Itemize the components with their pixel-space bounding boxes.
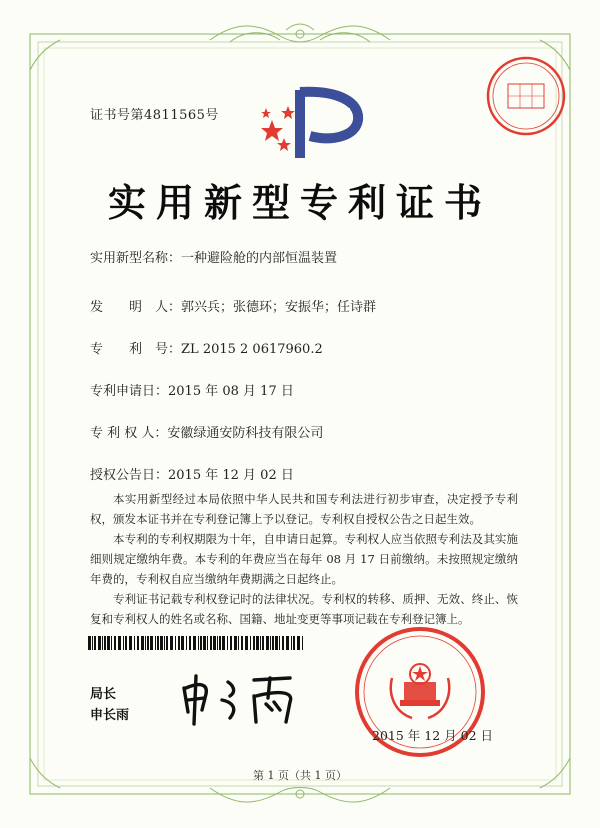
barcode-bar: [155, 636, 156, 650]
field-value: 郭兴兵；张德环；安振华；任诗群: [181, 300, 377, 315]
barcode-bar: [230, 636, 232, 650]
barcode: [88, 636, 306, 650]
barcode-bar: [270, 636, 271, 650]
barcode-bar: [107, 636, 110, 650]
barcode-bar: [234, 636, 237, 650]
barcode-bar: [160, 636, 163, 650]
barcode-bar: [291, 636, 292, 650]
field-application-date: [90, 380, 294, 399]
barcode-bar: [219, 636, 221, 650]
barcode-bar: [145, 636, 146, 650]
barcode-bar: [114, 636, 116, 650]
barcode-bar: [94, 636, 96, 650]
barcode-bar: [241, 636, 243, 650]
field-label: 发 明 人：: [90, 300, 182, 315]
barcode-bar: [260, 636, 261, 650]
body-paragraph: 专利证书记载专利权登记时的法律状况。专利权的转移、质押、无效、终止、恢复和专利权人的姓名或名称、国籍、地址变更等事项记载在专利登记簿上。: [90, 592, 518, 626]
barcode-bar: [256, 636, 259, 650]
field-value: ZL 2015 2 0617960.2: [181, 342, 323, 357]
barcode-bar: [297, 636, 300, 650]
barcode-bar: [170, 636, 173, 650]
barcode-bar: [262, 636, 264, 650]
barcode-bar: [213, 636, 216, 650]
barcode-bar: [186, 636, 187, 650]
seal-date: 2015 年 12 月 02 日: [372, 728, 493, 743]
barcode-bar: [147, 636, 149, 650]
barcode-bar: [266, 636, 269, 650]
barcode-bar: [98, 636, 101, 650]
field-value: 安徽绿通安防科技有限公司: [167, 426, 324, 441]
barcode-bar: [118, 636, 121, 650]
barcode-bar: [129, 636, 132, 650]
barcode-bar: [92, 636, 93, 650]
signatory-name: 申长雨: [90, 708, 130, 723]
tax-stamp-icon: [484, 54, 568, 138]
field-label: 授权公告日：: [90, 468, 169, 483]
barcode-bar: [125, 636, 127, 650]
handwritten-signature: [170, 668, 330, 728]
field-label: 实用新型名称：: [90, 251, 182, 266]
barcode-bar: [123, 636, 124, 650]
barcode-bar: [157, 636, 159, 650]
barcode-bar: [164, 636, 165, 650]
barcode-bar: [134, 636, 135, 650]
signatory-role: 局长: [90, 687, 117, 702]
body-paragraph: 本实用新型经过本局依照中华人民共和国专利法进行初步审查，决定授予专利权，颁发本证书并在专利登记簿上予以登记。专利权自授权公告之日起生效。: [90, 492, 518, 526]
body-paragraph: 本专利的专利权期限为十年，自申请日起算。专利权人应当依照专利法及其实施细则规定缴纳年费。本专利的年费应当在每年 08 月 17 日前缴纳。未按照规定缴纳年费的，专利权自应当缴纳年费期满之日起终止。: [90, 532, 518, 586]
certificate-body: [90, 489, 518, 629]
barcode-bar: [279, 636, 280, 650]
barcode-bar: [88, 636, 91, 650]
patent-office-logo-icon: [258, 80, 376, 164]
barcode-bar: [150, 636, 153, 650]
field-label: 专 利 号：: [90, 342, 182, 357]
barcode-bar: [198, 636, 199, 650]
barcode-bar: [203, 636, 206, 650]
field-patent-number: [90, 338, 323, 357]
barcode-bar: [227, 636, 228, 650]
barcode-bar: [189, 636, 191, 650]
barcode-bar: [302, 636, 303, 650]
barcode-bar: [272, 636, 274, 650]
barcode-bar: [104, 636, 106, 650]
barcode-bar: [166, 636, 168, 650]
barcode-bar: [282, 636, 284, 650]
barcode-bar: [175, 636, 176, 650]
barcode-bar: [245, 636, 248, 650]
barcode-bar: [210, 636, 212, 650]
barcode-bar: [275, 636, 278, 650]
barcode-bar: [111, 636, 112, 650]
field-grant-date: [90, 464, 294, 483]
page-footer: 第 1 页（共 1 页）: [253, 769, 347, 782]
barcode-bar: [222, 636, 225, 650]
barcode-bar: [253, 636, 255, 650]
field-inventors: [90, 296, 376, 315]
barcode-bar: [207, 636, 208, 650]
field-value: 2015 年 12 月 02 日: [168, 468, 294, 483]
barcode-bar: [102, 636, 103, 650]
certificate-serial: 证书号第4811565号: [90, 108, 219, 123]
field-value: 2015 年 08 月 17 日: [168, 384, 294, 399]
field-utility-model-name: [90, 247, 337, 266]
field-value: 一种避险舱的内部恒温装置: [181, 251, 338, 266]
field-patentee: [90, 422, 323, 441]
barcode-bar: [200, 636, 202, 650]
field-label: 专 利 权 人：: [90, 426, 168, 441]
barcode-bar: [193, 636, 196, 650]
field-label: 专利申请日：: [90, 384, 169, 399]
certificate-title: 实用新型专利证书: [107, 180, 492, 225]
barcode-bar: [141, 636, 144, 650]
barcode-bar: [217, 636, 218, 650]
barcode-bar: [250, 636, 251, 650]
barcode-bar: [238, 636, 239, 650]
barcode-bar: [286, 636, 289, 650]
barcode-bar: [293, 636, 295, 650]
barcode-bar: [181, 636, 184, 650]
barcode-bar: [178, 636, 180, 650]
barcode-bar: [137, 636, 139, 650]
